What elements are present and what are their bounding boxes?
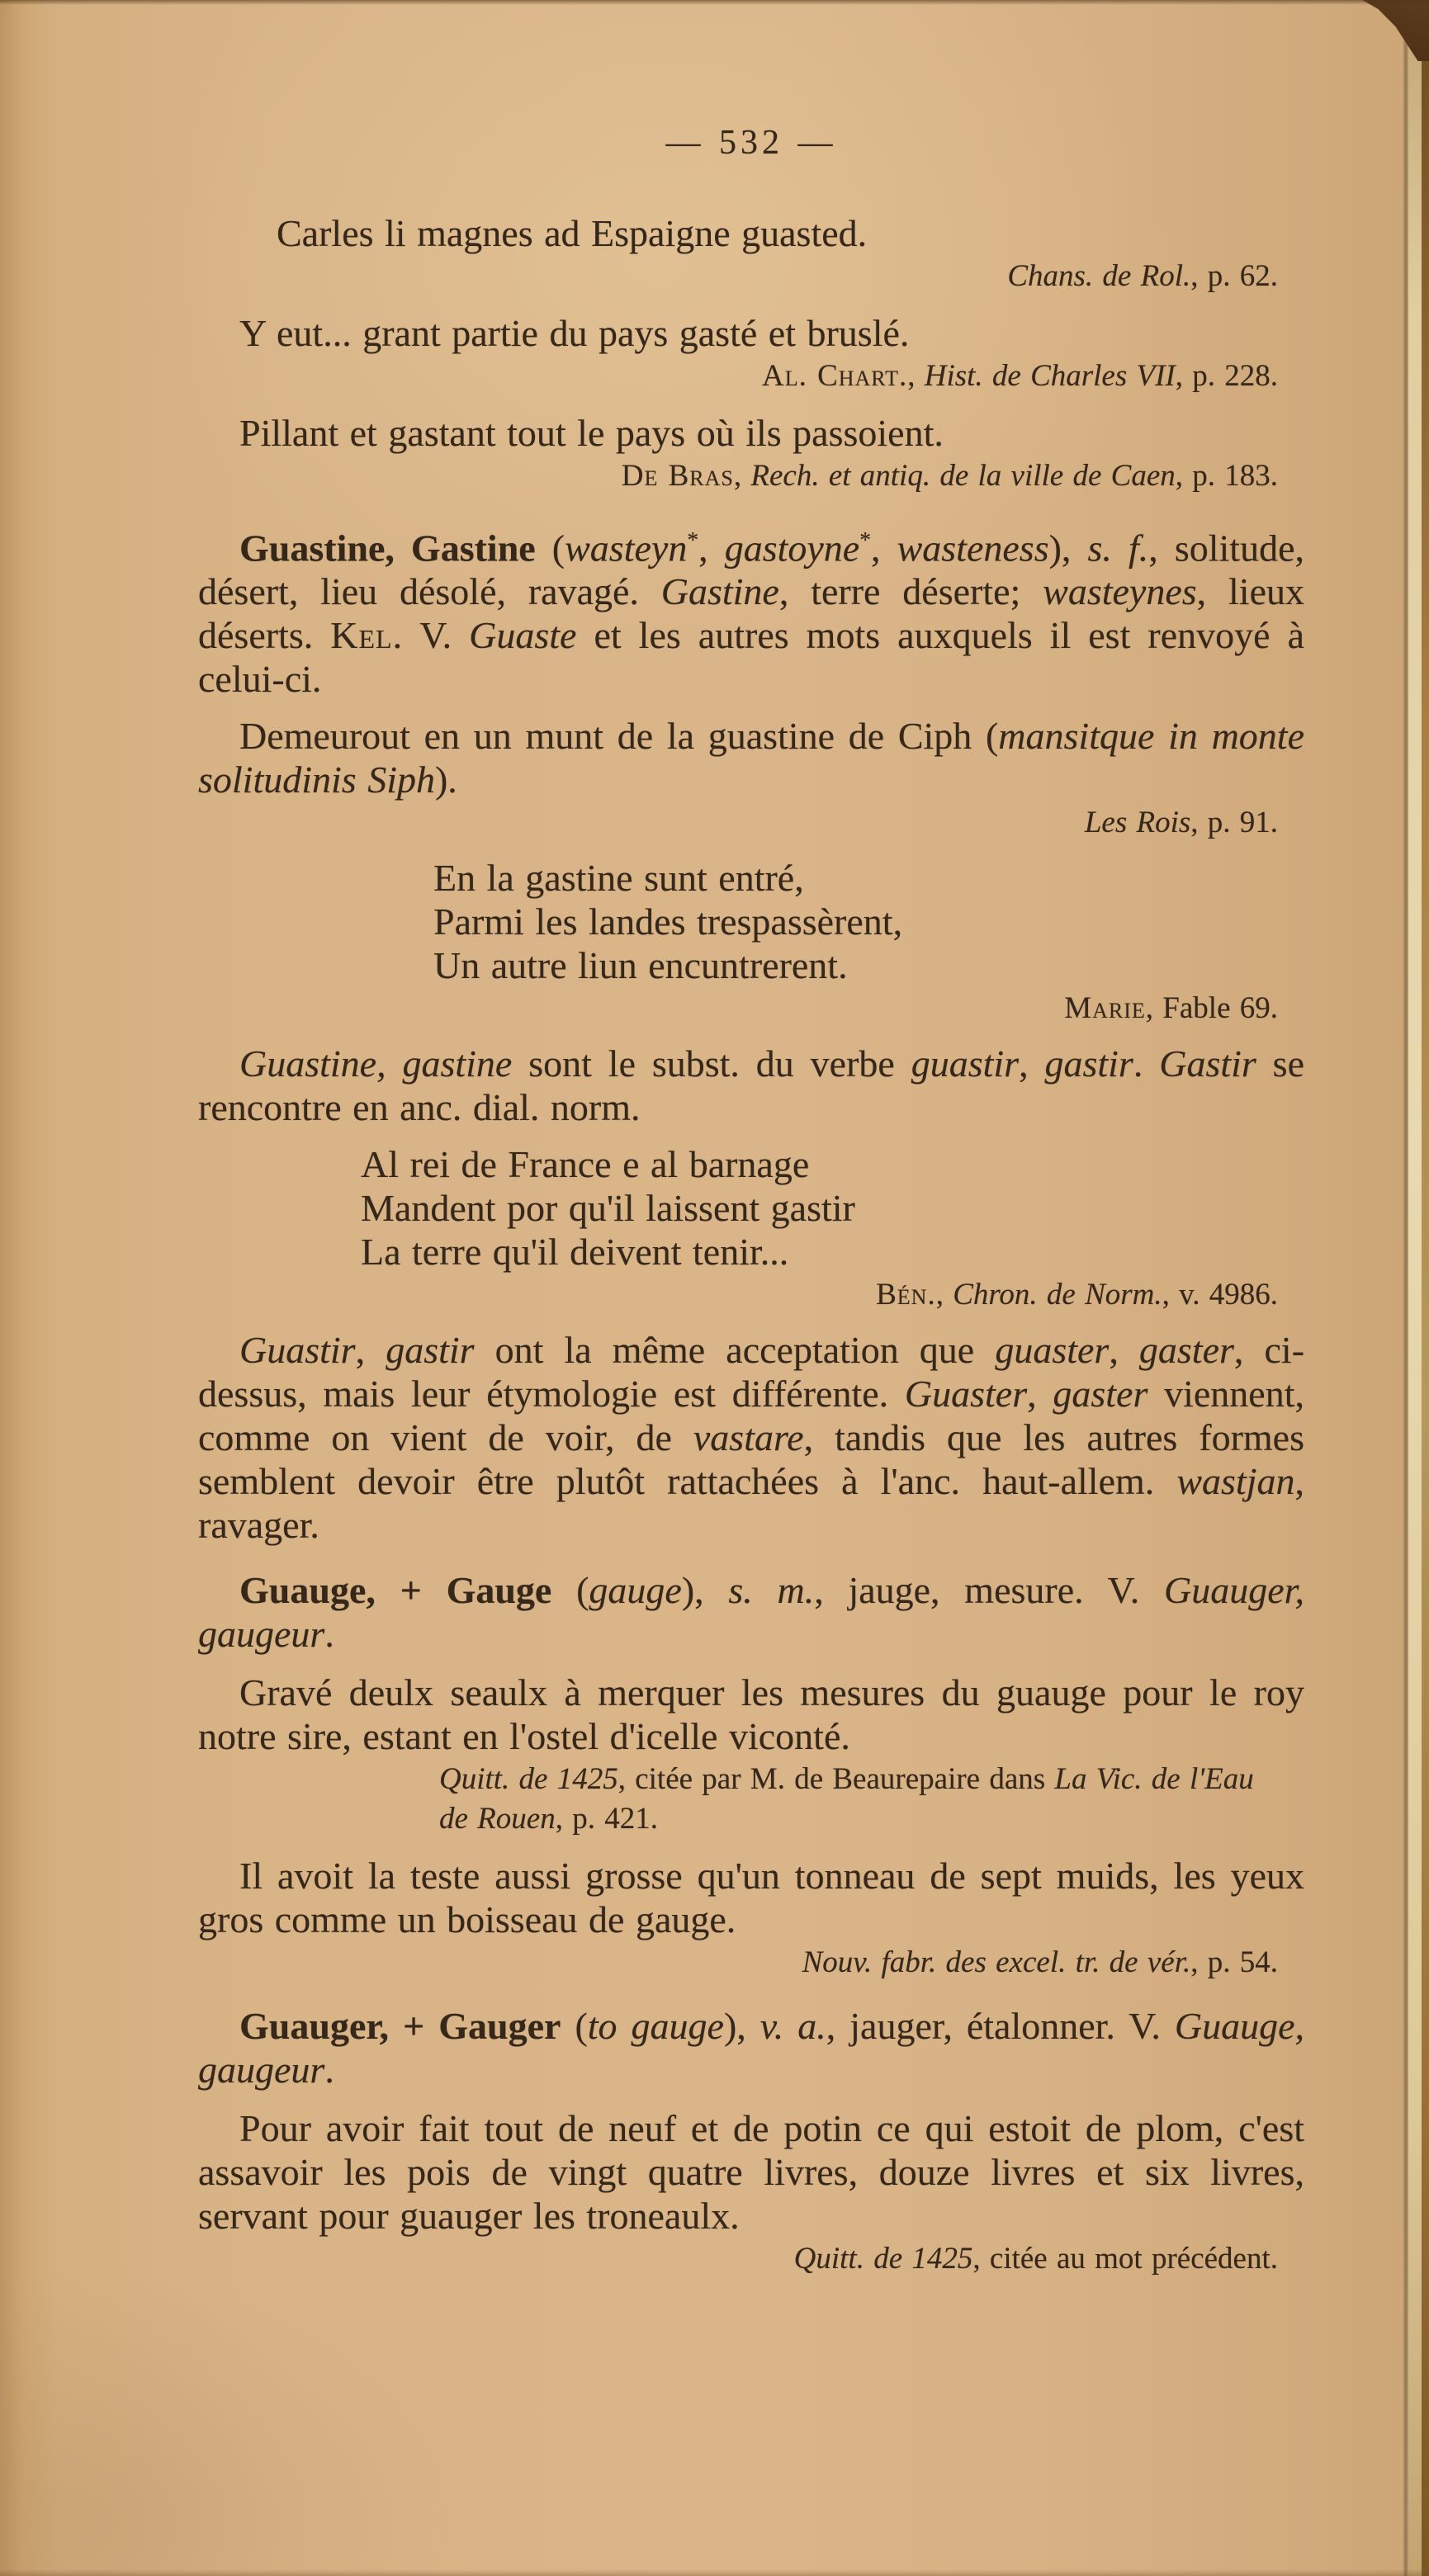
text-segment bbox=[424, 2005, 438, 2047]
text-segment: Gauge bbox=[446, 1569, 552, 1612]
citation bbox=[439, 1760, 1273, 1839]
text-segment: Chron. de Norm. bbox=[953, 1278, 1162, 1312]
text-segment: Pillant et gastant tout le pays où ils passoient. bbox=[239, 412, 944, 454]
dictionary-entry bbox=[198, 2004, 1304, 2092]
text-segment: , bbox=[1019, 1042, 1045, 1085]
text-column bbox=[198, 0, 1304, 2279]
quote-block bbox=[198, 411, 1304, 455]
text-segment: guaster bbox=[995, 1329, 1110, 1372]
text-segment: ( bbox=[535, 527, 565, 570]
text-segment: guastir bbox=[911, 1042, 1020, 1085]
verse-line: Mandent por qu'il laissent gastir bbox=[361, 1187, 855, 1230]
book-edge-pages bbox=[1408, 0, 1422, 2576]
text-segment: se rencontre en anc. dial. norm. bbox=[198, 1042, 1305, 1129]
text-segment: , jauger, étalonner. V. bbox=[826, 2005, 1175, 2048]
text-segment: , v. 4986. bbox=[1162, 1278, 1278, 1312]
citation bbox=[198, 989, 1304, 1028]
text-segment: ). bbox=[434, 759, 457, 801]
text-segment: Chans. de Rol. bbox=[1007, 259, 1191, 293]
text-segment: * bbox=[687, 527, 699, 552]
page-corner-tear bbox=[1350, 0, 1429, 61]
verse-line: Un autre liun encuntrerent. bbox=[433, 944, 848, 987]
text-segment: v. a. bbox=[759, 2005, 826, 2048]
text-segment: et les autres mots auxquels il est renvoyé à celui-ci. bbox=[198, 614, 1304, 701]
book-edge-cover bbox=[1422, 0, 1429, 2576]
text-segment: Guauge, gaugeur bbox=[198, 2005, 1304, 2092]
quote-block bbox=[198, 211, 1304, 255]
text-segment: Guastir bbox=[239, 1329, 356, 1372]
text-segment: . bbox=[324, 1613, 334, 1656]
text-segment: , p. 54. bbox=[1190, 1945, 1278, 1980]
citation bbox=[198, 456, 1304, 496]
text-segment: , p. 91. bbox=[1190, 806, 1278, 840]
text-segment: , bbox=[907, 359, 925, 393]
citation bbox=[198, 357, 1304, 396]
text-segment: , bbox=[935, 1278, 953, 1312]
text-segment: sont le subst. du verbe bbox=[512, 1042, 911, 1085]
text-segment: , bbox=[871, 527, 897, 570]
dictionary-entry bbox=[198, 518, 1304, 701]
text-segment: gastir bbox=[1044, 1042, 1133, 1085]
text-segment: , bbox=[698, 527, 725, 570]
text-segment: + bbox=[403, 2005, 425, 2048]
text-segment bbox=[376, 1569, 400, 1611]
text-segment: s. m. bbox=[728, 1569, 815, 1612]
text-segment: wastjan bbox=[1176, 1460, 1295, 1503]
text-segment: Y eut... grant partie du pays gasté et bruslé. bbox=[239, 312, 910, 354]
text-segment: * bbox=[859, 527, 872, 552]
text-segment: Guauge, bbox=[239, 1569, 376, 1612]
text-segment: Gravé deulx seaulx à merquer les mesures du guauge pour le roy notre sire, estant en l'ostel d'icelle viconté. bbox=[198, 1671, 1304, 1758]
paragraph bbox=[198, 1042, 1304, 1129]
quote-block bbox=[198, 2106, 1304, 2238]
verse-block bbox=[361, 1142, 1304, 1274]
text-segment: ), bbox=[1048, 527, 1088, 570]
text-segment: wasteness bbox=[897, 527, 1049, 570]
text-segment: Bén. bbox=[876, 1278, 936, 1312]
text-segment: , lieux déserts. bbox=[198, 570, 1304, 657]
text-segment: gaster bbox=[1138, 1329, 1234, 1372]
text-segment: ( bbox=[551, 1569, 589, 1612]
text-segment: + bbox=[400, 1569, 422, 1612]
text-segment: , citée au mot précédent. bbox=[972, 2242, 1278, 2276]
text-segment: De Bras bbox=[621, 459, 734, 493]
text-segment: ), bbox=[723, 2005, 760, 2048]
citation bbox=[198, 2239, 1304, 2279]
text-segment: Nouv. fabr. des excel. tr. de vér. bbox=[802, 1945, 1191, 1980]
page-bottom-edge bbox=[0, 2569, 1429, 2576]
verse-block bbox=[433, 856, 1304, 987]
text-segment: Gauger bbox=[438, 2005, 561, 2048]
paragraph bbox=[198, 1328, 1304, 1547]
text-segment: Guauger, gaugeur bbox=[198, 1569, 1304, 1656]
text-segment: , solitude, désert, lieu désolé, ravagé. bbox=[198, 527, 1304, 613]
text-segment: ), bbox=[681, 1569, 729, 1612]
verse-line: Al rei de France e al barnage bbox=[361, 1143, 810, 1186]
text-segment: La Vic. de l'Eau de Rouen bbox=[439, 1762, 1254, 1836]
text-segment: Guaster bbox=[904, 1373, 1028, 1416]
text-segment: Rech. et antiq. de la ville de Caen bbox=[750, 459, 1176, 493]
text-segment: Guastine, Gastine bbox=[239, 527, 536, 570]
text-segment: V. bbox=[403, 614, 470, 657]
quote-block bbox=[198, 1854, 1304, 1941]
text-segment: Il avoit la teste aussi grosse qu'un tonneau de sept muids, les yeux gros comme un boisseau de gauge. bbox=[198, 1855, 1304, 1941]
text-segment: , p. 62. bbox=[1190, 259, 1278, 293]
text-segment: Guauger, bbox=[239, 2005, 390, 2048]
citation bbox=[198, 1943, 1304, 1983]
text-segment: . bbox=[324, 2049, 334, 2092]
citation bbox=[198, 803, 1304, 843]
text-segment: Quitt. de 1425 bbox=[793, 2242, 973, 2276]
text-segment: , terre déserte; bbox=[778, 570, 1043, 613]
text-segment: , Fable 69. bbox=[1145, 991, 1278, 1026]
verse-line: La terre qu'il deivent tenir... bbox=[361, 1231, 789, 1274]
text-segment: , bbox=[733, 459, 751, 493]
text-segment: Pour avoir fait tout de neuf et de potin ce qui estoit de plom, c'est assavoir les pois de vingt quatre livres, douze livres et six livres, servant pour guauger les troneaulx. bbox=[198, 2107, 1304, 2238]
text-column-blocks bbox=[198, 211, 1304, 2279]
text-segment: Marie bbox=[1064, 991, 1146, 1026]
text-segment: mansitque in monte solitudinis Siph bbox=[198, 715, 1304, 801]
text-segment: Carles li magnes ad Espaigne guasted. bbox=[277, 212, 868, 254]
text-segment: Gastine bbox=[660, 570, 779, 613]
verse-line: En la gastine sunt entré, bbox=[433, 857, 804, 900]
verse-line: Parmi les landes trespassèrent, bbox=[433, 900, 903, 943]
paragraph bbox=[198, 714, 1304, 801]
text-segment: , citée par M. de Beaurepaire dans bbox=[617, 1762, 1055, 1797]
text-segment: Kel. bbox=[330, 614, 404, 657]
text-segment: Demeurout en un munt de la guastine de Ciph ( bbox=[239, 715, 999, 758]
text-segment bbox=[389, 2005, 403, 2047]
text-segment bbox=[422, 1569, 447, 1611]
text-segment: , bbox=[355, 1329, 386, 1372]
dictionary-entry bbox=[198, 1568, 1304, 1656]
citation bbox=[198, 257, 1304, 296]
text-segment: , ravager. bbox=[198, 1460, 1304, 1547]
text-segment: , tandis que les autres formes semblent devoir être plutôt rattachées à l'anc. haut-allem. bbox=[198, 1416, 1305, 1503]
text-segment: , bbox=[1027, 1373, 1053, 1416]
text-segment: s. f. bbox=[1087, 527, 1149, 570]
text-segment: , p. 228. bbox=[1175, 359, 1278, 393]
text-segment: gastoyne bbox=[724, 527, 860, 570]
citation bbox=[198, 1275, 1304, 1315]
text-segment: Hist. de Charles VII bbox=[924, 359, 1176, 393]
quote-block bbox=[198, 1671, 1304, 1758]
text-segment: , p. 183. bbox=[1175, 459, 1278, 493]
text-segment: , bbox=[1109, 1329, 1139, 1372]
text-segment: . bbox=[1133, 1042, 1160, 1085]
text-segment: wasteyn bbox=[565, 527, 688, 570]
text-segment: Guaste bbox=[469, 614, 577, 657]
text-segment: ont la même acceptation que bbox=[474, 1329, 996, 1372]
text-segment: Al. Chart. bbox=[761, 359, 908, 393]
text-segment: gastir bbox=[386, 1329, 475, 1372]
quote-block bbox=[198, 311, 1304, 355]
page-top-edge bbox=[0, 0, 1429, 5]
text-segment: , ci-dessus, mais leur étymologie est différente. bbox=[198, 1329, 1305, 1416]
text-segment: Quitt. de 1425 bbox=[439, 1762, 618, 1797]
text-segment: to gauge bbox=[587, 2005, 724, 2048]
text-segment: gaster bbox=[1053, 1373, 1148, 1416]
text-segment: Gastir bbox=[1159, 1042, 1256, 1085]
page-edge-line bbox=[1403, 0, 1408, 2576]
text-segment: ( bbox=[561, 2005, 588, 2048]
text-segment: gauge bbox=[589, 1569, 682, 1612]
text-segment: , p. 421. bbox=[555, 1802, 658, 1836]
text-segment: Guastine, gastine bbox=[239, 1042, 513, 1085]
text-segment: , jauge, mesure. V. bbox=[814, 1569, 1165, 1612]
text-segment: wasteynes bbox=[1043, 570, 1197, 613]
text-segment: Les Rois bbox=[1084, 806, 1191, 840]
page-number: — 532 — bbox=[665, 124, 837, 162]
text-segment: vastare bbox=[693, 1416, 804, 1459]
text-segment: viennent, comme on vient de voir, de bbox=[198, 1373, 1304, 1459]
